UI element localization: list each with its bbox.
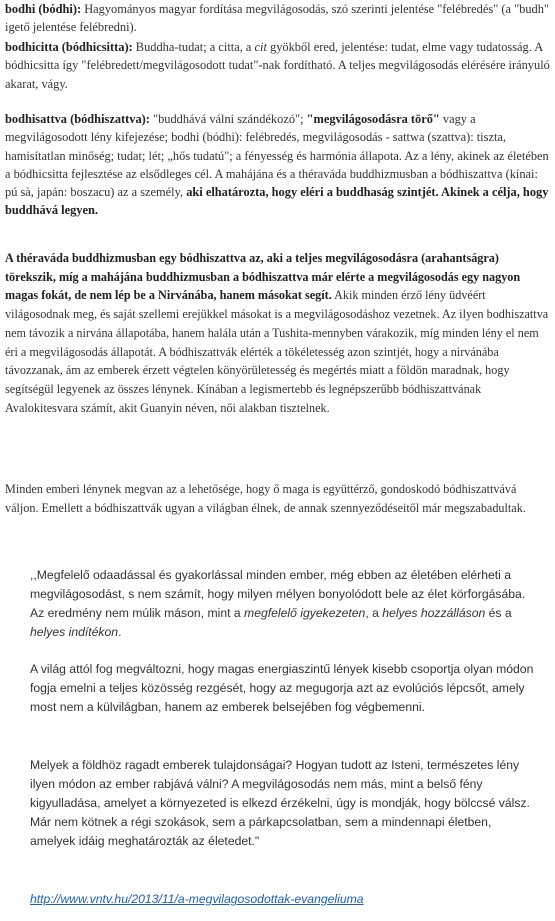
quote-paragraph-3: Melyek a földhöz ragadt emberek tulajdonságai? Hogyan tudott az Isteni, természetes lény ilyen módon az ember rabjává válni? A megvilágosodás nem más, mint a belső fény kigyulladása, amelyet a környezeted is elkezd érzékelni, úgy is mondják, hogy bölccsé válsz. Már nem kötnek a régi szokások, sem a párkapcsolatban, sem a mindennapi életben, amelyek idáig meghatározták az életedet." <box>30 758 530 848</box>
quote-p1-text-b: , a <box>365 605 383 620</box>
quote-paragraph-1 <box>30 566 540 642</box>
term-bodhi: bodhi (bódhi): <box>5 2 82 16</box>
paragraph-theravada-bold: A théraváda buddhizmusban egy bódhiszattva az, aki a teljes megvilágosodásra (arahantságra) törekszik, míg a mahájána buddhizmusban a bódhiszattva már elérte a megvilágosodás egy nagyon magas fokát, de nem lép be a Nirvánába, hanem másokat segít. <box>5 251 521 303</box>
quote-p1-text-d: . <box>118 624 122 639</box>
quote-p1-text-a: ,,Megfelelő odaadással és gyakorlással minden ember, még ebben az életében elérheti a megvilágosodást, s nem számít, hogy milyen mélyen bonyolódott bele az élet körforgásába. Az eredmény nem múlik máson, mint a <box>30 568 526 620</box>
source-link[interactable]: http://www.vntv.hu/2013/11/a-megvilagosodottak-evangeliuma <box>30 892 364 906</box>
definition-bodhisattva-text-a: "buddhává válni szándékozó"; <box>149 112 307 126</box>
definition-bodhisattva-bold-b: aki elhatározta, hogy eléri a buddhaság szintjét. Akinek a célja, hogy buddhává legyen. <box>5 185 549 218</box>
paragraph-potential: Minden emberi lénynek megvan az a lehetősége, hogy ő maga is együttérző, gondoskodó bódhiszattvává váljon. Emellett a bódhiszattvák ugyan a világban élnek, de annak szennyeződéseitől már megszabadultak. <box>5 482 526 515</box>
definition-bodhisattva-bold-a: "megvilágosodásra törő" <box>306 112 440 126</box>
definition-bodhisattva <box>5 110 550 220</box>
definition-bodhi <box>5 0 550 37</box>
quote-p1-em-2: helyes hozzálláson <box>382 605 486 620</box>
term-bodhicitta: bodhicitta (bódhicsitta): <box>5 40 133 54</box>
term-bodhisattva: bodhisattva (bódhiszattva): <box>5 112 150 126</box>
quote-p1-em-3: helyes indítékon <box>30 624 119 639</box>
definition-bodhicitta-text-a: Buddha-tudat; a citta, a <box>132 40 255 54</box>
definition-bodhisattva-text-b: vagy a megvilágosodott lény kifejezése; bodhi (bódhi): felébredés, megvilágosodás - sattwa (szattva): tiszta, hamisítatlan minőség; tudat; lét; „hős tudatú"; a fényesség és harmónia állapota. Az a lény, akinek az életében a bódhicsitta fejlesztése az elsődleges cél. A mahájána és a théraváda buddhizmusban a bódhiszattva (kínai: pú sà, japán: boszacu) az a személy, <box>5 112 549 200</box>
definition-bodhicitta-text-b: gyökből ered, jelentése: tudat, elme vagy tudatosság. A bódhicsitta így "felébredett/megvilágosodott tudat"-nak fordítható. A teljes megvilágosodás elérésére irányuló akarat, vágy. <box>5 40 550 91</box>
definition-bodhi-text: Hagyományos magyar fordítása megvilágosodás, szó szerinti jelentése "felébredés" (a "budh" igető jelentése felébredni). <box>5 2 549 35</box>
definition-bodhicitta <box>5 38 550 93</box>
quote-p1-em-1: megfelelő igyekezeten <box>244 605 366 620</box>
paragraph-theravada <box>5 249 550 417</box>
definition-bodhicitta-cit: cit <box>254 40 267 54</box>
quote-p1-text-c: és a <box>485 605 512 620</box>
quote-paragraph-2: A világ attól fog megváltozni, hogy magas energiaszintű lények kisebb csoportja olyan módon fogja emelni a teljes közösség rezgését, hogy az megugorja azt az evolúciós lépcsőt, amely most nem a külvilágban, hanem az emberek belsejében fog végbemenni. <box>30 662 534 714</box>
paragraph-theravada-text: Akik minden érző lény üdvéért világosodnak meg, és saját szellemi erejükkel másokat is a megvilágosodáshoz vezetnek. Az ilyen bodhiszattva nem távozik a nirvána állapotába, hanem halála után a Tushita-mennyben várakozik, míg minden lény el nem éri a megvilágosodás állapotát. A bódhiszattvák elérték a tökéletesség azon szintjét, hogy a nirvánába távozzanak, ám az emberek érzett végtelen könyörületesség és megértés miatt a földön maradnak, hogy segítségül legyenek az összes lénynek. Kínában a legismertebb és legnépszerűbb bódhiszattvának Avalokitesvara számít, akit Guanyin néven, női alakban tisztelnek. <box>5 288 549 415</box>
